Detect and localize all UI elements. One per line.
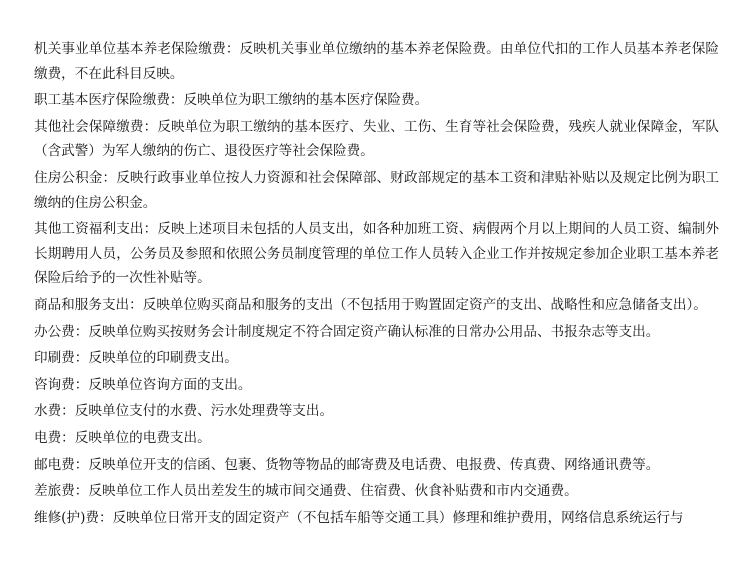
- paragraph-other-social-security: 其他社会保障缴费：反映单位为职工缴纳的基本医疗、失业、工伤、生育等社会保险费，残疾人就业保障金，军队（含武警）为军人缴纳的伤亡、退役医疗等社会保险费。: [34, 118, 719, 160]
- paragraph-travel-expense: 差旅费：反映单位工作人员出差发生的城市间交通费、住宿费、伙食补贴费和市内交通费。: [34, 483, 578, 500]
- paragraph-postal-telecom-expense: 邮电费：反映单位开支的信函、包裹、货物等物品的邮寄费及电话费、电报费、传真费、网络通讯费等。: [34, 456, 660, 473]
- paragraph-housing-fund: 住房公积金：反映行政事业单位按人力资源和社会保障部、财政部规定的基本工资和津贴补贴以及规定比例为职工缴纳的住房公积金。: [34, 169, 719, 211]
- paragraph-medical-insurance: 职工基本医疗保险缴费：反映单位为职工缴纳的基本医疗保险费。: [34, 92, 429, 109]
- paragraph-electricity-expense: 电费：反映单位的电费支出。: [34, 429, 211, 446]
- paragraph-water-expense: 水费：反映单位支付的水费、污水处理费等支出。: [34, 403, 334, 420]
- paragraph-goods-services: 商品和服务支出：反映单位购买商品和服务的支出（不包括用于购置固定资产的支出、战略性和应急储备支出）。: [34, 296, 707, 313]
- paragraph-office-expense: 办公费：反映单位购买按财务会计制度规定不符合固定资产确认标准的日常办公用品、书报杂志等支出。: [34, 323, 660, 340]
- paragraph-consulting-expense: 咨询费：反映单位咨询方面的支出。: [34, 376, 252, 393]
- paragraph-other-wage-welfare: 其他工资福利支出：反映上述项目未包括的人员支出，如各种加班工资、病假两个月以上期间的人员工资、编制外长期聘用人员，公务员及参照和依照公务员制度管理的单位工作人员转入企业工作并按规定参加企业职工基本养老保险后给予的一次性补贴等。: [34, 221, 719, 287]
- paragraph-maintenance-expense: 维修(护)费：反映单位日常开支的固定资产（不包括车船等交通工具）修理和维护费用，网络信息系统运行与: [34, 509, 684, 526]
- paragraph-printing-expense: 印刷费：反映单位的印刷费支出。: [34, 350, 238, 367]
- paragraph-pension-contribution: 机关事业单位基本养老保险缴费：反映机关事业单位缴纳的基本养老保险费。由单位代扣的工作人员基本养老保险缴费，不在此科目反映。: [34, 41, 719, 82]
